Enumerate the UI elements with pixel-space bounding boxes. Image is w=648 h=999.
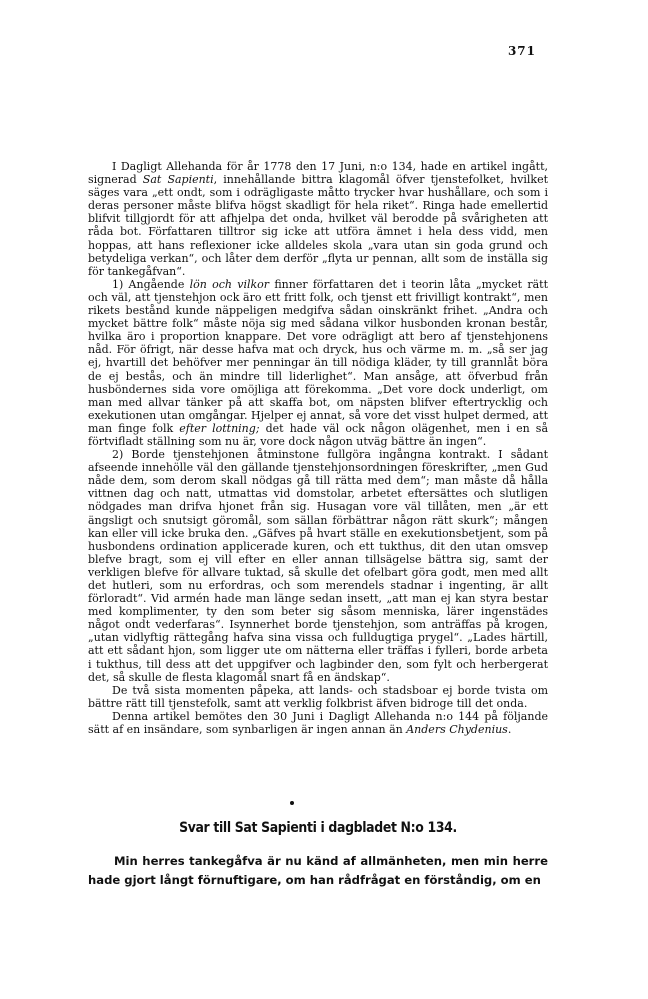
text-run: 1) Angående <box>112 277 190 291</box>
text-run: De två sista momenten påpeka, att lands- och stadsboar ej borde tvista om bättre rätt till tjenstefolk, samt att verklig folkbrist äfven bidroge till det onda. <box>88 683 548 710</box>
italic-text: Anders Chydenius <box>406 723 508 737</box>
page-number: 371 <box>507 44 536 58</box>
article-paragraph <box>88 160 548 278</box>
article-paragraph <box>88 278 548 448</box>
reply-text <box>88 852 548 890</box>
italic-text: efter lottning; <box>179 421 260 435</box>
italic-text: lön och vilkor <box>189 277 270 291</box>
text-run: , innehållande bittra klagomål öfver tjenstefolket, hvilket säges vara „ett ondt, som i odrägligaste måtto trycker hvar hushållare, och som i deras personer måste blifva högst skadligt för hela riket“. Ringa hade emellertid blifvit tillgjordt för att afhjelpa det onda, hvilket väl berodde på svårigheten att råda bot. Författaren tilltror sig icke att utföra ämnet i hela dess vidd, men hoppas, att hans reflexioner icke alldeles skola „vara utan sin goda grund och betydeliga verkan“, och låter dem derför „flyta ur pennan, allt som de inställa sig för tankegåfvan“. <box>88 173 548 278</box>
italic-text: Sat Sapienti <box>142 173 214 187</box>
article-paragraph <box>88 448 548 684</box>
section-heading: Svar till Sat Sapienti i dagbladet N:o 134. <box>179 820 457 836</box>
text-run: I Dagligt Allehanda för år 1778 den 17 Juni, n:o 134, hade en artikel ingått, signerad <box>88 160 548 187</box>
article-paragraph <box>88 710 548 736</box>
text-run: det hade väl ock någon olägenhet, men i en så förtvifladt ställning som nu är, vore dock någon utväg bättre än ingen“. <box>88 421 549 448</box>
text-run: Denna artikel bemötes den 30 Juni i Dagligt Allehanda n:o 144 på följande sätt af en insändare, som synbarligen är ingen annan än <box>88 709 548 737</box>
text-run: . <box>507 723 512 737</box>
separator-dot <box>289 800 295 806</box>
reply-paragraph: Min herres tankegåfva är nu känd af allmänheten, men min herre hade gjort långt förnuftigare, om han rådfrågat en förståndig, om en <box>88 854 548 887</box>
text-run: 2) Borde tjenstehjonen åtminstone fullgöra ingångna kontrakt. I sådant afseende innehölle väl den gällande tjenstehjonsordningen föreskrifter, „men Gud nåde dem, som derom skall nödgas gå till rätta med dem“; man måste då hålla vittnen dag och natt, utmattas vid domstolar, arbetet eftersättes och slutligen nödgades man drifva hjonet från sig. Husagan vore väl tillåten, men „är ett ängsligt och snutsigt göromål, som sällan förbättrar någon rätt skurk“; mången kan eller vill icke bruka den. „Gäfves på hvart ställe en exekutionsbetjent, som på husbondens ordination applicerade kuren, och ett tukthus, dit den utan omsvep blefve bragt, som ej vill efter en eller annan tillsägelse bättra sig, samt der verkligen blefve för allvare tuktad, så skulle det ofelbart göra godt, men med allt det hutleri, som nu erfordras, och som merendels stadnar i ingenting, är allt förloradt“. Vid armén hade man länge sedan insett, „att man ej kan styra bestar med komplimenter, ty den som beter sig såsom menniska, lärer ingenstädes något ondt vederfaras“. Isynnerhet borde tjenstehjon, som anträffas på krogen, „utan vidlyftig rättegång hafva sina vissa och fulldugtiga prygel“. „Lades härtill, att ett sådant hjon, som ligger ute om nätterna eller träffas i fylleri, borde arbeta i tukthus, till dess att det uppgifver och lagbinder den, som fylt och herbergerat det, så skulle de flesta klagomål snart få en ändskap“. <box>88 448 548 684</box>
text-run: finner författaren det i teorin låta „mycket rätt och väl, att tjenstehjon ock äro ett fritt folk, och tjenst ett frivilligt kontrakt“, men rikets bestånd kunde näppeligen medgifva sådan oinskränkt frihet. „Andra och mycket bättre folk“ måste nöja sig med sådana vilkor husbonden kronan består, hvilka äro i proportion knappare. Det vore odrägligt att bero af tjenstehjonens nåd. För öfrigt, när desse hafva mat och dryck, hus och värme m. m. „så ser jag ej, hvartill det behöfver mer penningar än till nödiga kläder, ty till grannlåt böra de ej bestås, och än mindre till liderlighet“. Man ansåge, att öfverbud från husböndernes sida vore omöjliga att förekomma. „Det vore dock underligt, om man med allvar tänker på att skaffa bot, om näpsten blifver eftertrycklig och exekutionen utan omgångar. Hjelper ej annat, så vore det visst hulpet dermed, att man finge folk <box>88 277 549 435</box>
article-paragraph <box>88 684 548 710</box>
article-body <box>88 160 548 736</box>
